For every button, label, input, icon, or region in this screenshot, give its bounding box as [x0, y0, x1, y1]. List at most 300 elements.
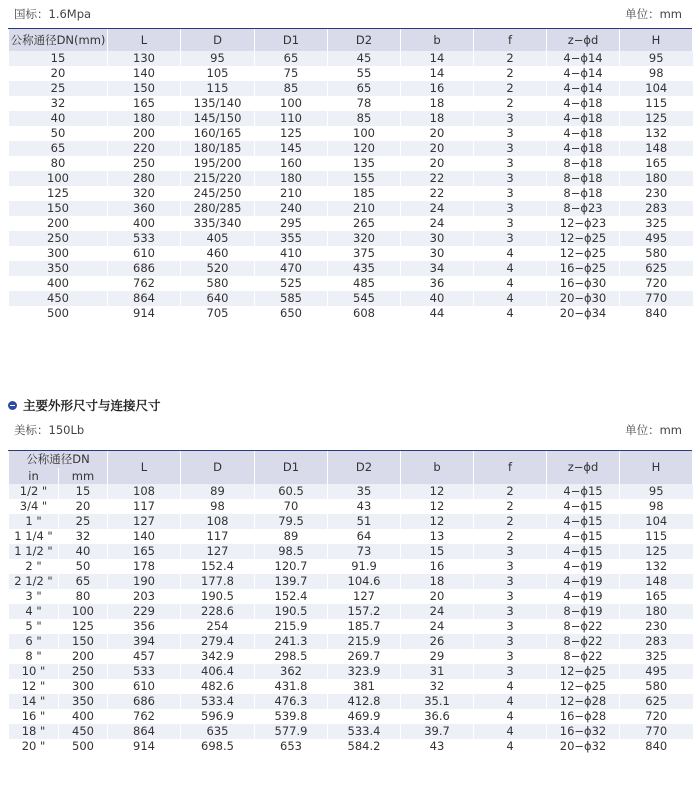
table-cell: 269.7: [328, 649, 401, 664]
table-cell: 130: [108, 51, 181, 66]
table-cell: 4−ϕ15: [547, 514, 620, 529]
table-cell: 406.4: [181, 664, 255, 679]
american-standard-table: [8, 451, 693, 754]
table-cell: 608: [328, 306, 401, 321]
table-cell: 180: [620, 604, 693, 619]
table-cell: 132: [620, 126, 693, 141]
table-cell: 3: [474, 559, 547, 574]
table-row: [9, 604, 693, 619]
table-cell: 108: [108, 484, 181, 499]
table-row: [9, 484, 693, 499]
table-cell: 43: [328, 499, 401, 514]
table-cell: 4 ": [9, 604, 59, 619]
table-cell: 4−ϕ14: [547, 51, 620, 66]
table-cell: 4−ϕ18: [547, 111, 620, 126]
table-cell: 4−ϕ15: [547, 544, 620, 559]
table-cell: 79.5: [255, 514, 328, 529]
table-cell: 381: [328, 679, 401, 694]
table-cell: 705: [181, 306, 255, 321]
table1-standard-caption: 国标：1.6Mpa: [14, 7, 92, 21]
table-cell: 3: [474, 634, 547, 649]
table-cell: 40: [59, 544, 108, 559]
table-cell: 36.6: [401, 709, 474, 724]
table-cell: 140: [108, 529, 181, 544]
table-row: [9, 201, 693, 216]
table-cell: 3: [474, 201, 547, 216]
table-cell: 180/185: [181, 141, 255, 156]
table-cell: 686: [108, 261, 181, 276]
header-d: D: [181, 451, 255, 484]
table-cell: 200: [108, 126, 181, 141]
table-cell: 215/220: [181, 171, 255, 186]
table-cell: 44: [401, 306, 474, 321]
table-cell: 241.3: [255, 634, 328, 649]
table-cell: 125: [620, 111, 693, 126]
table-cell: 12 ": [9, 679, 59, 694]
table-cell: 476.3: [255, 694, 328, 709]
table-cell: 155: [328, 171, 401, 186]
header-b: b: [401, 29, 474, 51]
table-cell: 8−ϕ22: [547, 649, 620, 664]
table-cell: 148: [620, 141, 693, 156]
table-cell: 18 ": [9, 724, 59, 739]
table-cell: 250: [9, 231, 108, 246]
table-cell: 20: [401, 141, 474, 156]
table-cell: 4: [474, 276, 547, 291]
table-cell: 80: [59, 589, 108, 604]
table-cell: 20: [401, 156, 474, 171]
table-cell: 279.4: [181, 634, 255, 649]
table-cell: 100: [255, 96, 328, 111]
table-cell: 3: [474, 216, 547, 231]
table-cell: 180: [620, 171, 693, 186]
table-cell: 8−ϕ18: [547, 156, 620, 171]
table-row: [9, 141, 693, 156]
table-cell: 840: [620, 306, 693, 321]
table-cell: 3: [474, 619, 547, 634]
table-cell: 323.9: [328, 664, 401, 679]
table-cell: 203: [108, 589, 181, 604]
table-cell: 8−ϕ22: [547, 619, 620, 634]
table-cell: 4−ϕ18: [547, 126, 620, 141]
table-cell: 250: [108, 156, 181, 171]
table-cell: 250: [59, 664, 108, 679]
table-cell: 4−ϕ19: [547, 574, 620, 589]
table-row: [9, 664, 693, 679]
table-row: [9, 66, 693, 81]
table-cell: 15: [9, 51, 108, 66]
table-cell: 500: [9, 306, 108, 321]
table-cell: 229: [108, 604, 181, 619]
table-cell: 16−ϕ32: [547, 724, 620, 739]
table-cell: 16−ϕ28: [547, 709, 620, 724]
table-row: [9, 619, 693, 634]
table-cell: 36: [401, 276, 474, 291]
table-cell: 89: [181, 484, 255, 499]
table-cell: 300: [59, 679, 108, 694]
table-cell: 65: [59, 574, 108, 589]
table-cell: 24: [401, 216, 474, 231]
table-cell: 14: [401, 66, 474, 81]
table-cell: 95: [620, 484, 693, 499]
table-cell: 640: [181, 291, 255, 306]
table-cell: 3: [474, 231, 547, 246]
table-cell: 145: [255, 141, 328, 156]
table-cell: 89: [255, 529, 328, 544]
table-cell: 65: [255, 51, 328, 66]
table-cell: 3/4 ": [9, 499, 59, 514]
table-cell: 495: [620, 664, 693, 679]
table-cell: 185.7: [328, 619, 401, 634]
table-cell: 356: [108, 619, 181, 634]
table-cell: 20−ϕ32: [547, 739, 620, 754]
table-cell: 3: [474, 544, 547, 559]
table-cell: 140: [108, 66, 181, 81]
table-cell: 8−ϕ18: [547, 171, 620, 186]
table-cell: 298.5: [255, 649, 328, 664]
header-z-d: z−ϕd: [547, 451, 620, 484]
table-cell: 25: [59, 514, 108, 529]
table-cell: 4−ϕ19: [547, 559, 620, 574]
table-cell: 125: [9, 186, 108, 201]
table-cell: 20: [9, 66, 108, 81]
table-cell: 457: [108, 649, 181, 664]
table-cell: 698.5: [181, 739, 255, 754]
table-cell: 635: [181, 724, 255, 739]
table-cell: 26: [401, 634, 474, 649]
header-d1: D1: [255, 451, 328, 484]
table-row: [9, 649, 693, 664]
table-cell: 12: [401, 514, 474, 529]
table-cell: 115: [620, 96, 693, 111]
table-row: [9, 96, 693, 111]
table-cell: 152.4: [255, 589, 328, 604]
table-cell: 410: [255, 246, 328, 261]
table-cell: 450: [59, 724, 108, 739]
table-row: [9, 589, 693, 604]
header-dn: 公称通径DN(mm): [9, 29, 108, 51]
header-d2: D2: [328, 29, 401, 51]
header-h: H: [620, 29, 693, 51]
table-cell: 120.7: [255, 559, 328, 574]
table-cell: 245/250: [181, 186, 255, 201]
table-cell: 650: [255, 306, 328, 321]
table-cell: 80: [9, 156, 108, 171]
table-cell: 139.7: [255, 574, 328, 589]
table-cell: 180: [108, 111, 181, 126]
table-cell: 3: [474, 664, 547, 679]
table-cell: 12−ϕ23: [547, 216, 620, 231]
table-cell: 10 ": [9, 664, 59, 679]
national-standard-table: [8, 29, 693, 321]
table-cell: 20: [401, 126, 474, 141]
table-cell: 25: [9, 81, 108, 96]
table-cell: 596.9: [181, 709, 255, 724]
header-l: L: [108, 29, 181, 51]
table-row: [9, 694, 693, 709]
table-cell: 16 ": [9, 709, 59, 724]
table-cell: 3: [474, 141, 547, 156]
table-cell: 98: [181, 499, 255, 514]
table-row: [9, 514, 693, 529]
table-cell: 165: [108, 96, 181, 111]
table-cell: 105: [181, 66, 255, 81]
table-cell: 3 ": [9, 589, 59, 604]
table-cell: 460: [181, 246, 255, 261]
table-cell: 405: [181, 231, 255, 246]
table-cell: 3: [474, 111, 547, 126]
table-row: [9, 276, 693, 291]
table-cell: 70: [255, 499, 328, 514]
header-f: f: [474, 29, 547, 51]
table-cell: 20−ϕ34: [547, 306, 620, 321]
header-mm: mm: [59, 468, 108, 484]
header-dn-group: 公称通径DN: [9, 451, 108, 468]
table-cell: 18: [401, 574, 474, 589]
table-cell: 104: [620, 81, 693, 96]
table-row: [9, 51, 693, 66]
table-cell: 4: [474, 306, 547, 321]
table-cell: 762: [108, 276, 181, 291]
table-cell: 14: [401, 51, 474, 66]
table-cell: 85: [255, 81, 328, 96]
table-cell: 580: [620, 679, 693, 694]
table-cell: 22: [401, 186, 474, 201]
table-cell: 135: [328, 156, 401, 171]
table-cell: 65: [328, 81, 401, 96]
table-cell: 840: [620, 739, 693, 754]
table-row: [9, 156, 693, 171]
table-row: [9, 261, 693, 276]
table-row: [9, 739, 693, 754]
table-cell: 78: [328, 96, 401, 111]
table-cell: 145/150: [181, 111, 255, 126]
section-heading: [8, 396, 161, 414]
table-cell: 40: [9, 111, 108, 126]
table-cell: 335/340: [181, 216, 255, 231]
table-cell: 177.8: [181, 574, 255, 589]
table-cell: 1 ": [9, 514, 59, 529]
table-cell: 1/2 ": [9, 484, 59, 499]
table-cell: 864: [108, 724, 181, 739]
table-cell: 190.5: [181, 589, 255, 604]
table-cell: 12: [401, 484, 474, 499]
table-cell: 375: [328, 246, 401, 261]
table-cell: 3: [474, 574, 547, 589]
table-cell: 150: [9, 201, 108, 216]
table-cell: 4: [474, 724, 547, 739]
table-cell: 200: [59, 649, 108, 664]
table-cell: 914: [108, 739, 181, 754]
table-cell: 104: [620, 514, 693, 529]
table-cell: 4: [474, 291, 547, 306]
table-cell: 127: [181, 544, 255, 559]
table-cell: 98: [620, 499, 693, 514]
table-cell: 342.9: [181, 649, 255, 664]
table-cell: 325: [620, 649, 693, 664]
table-cell: 180: [255, 171, 328, 186]
table-cell: 65: [9, 141, 108, 156]
table-row: [9, 634, 693, 649]
table-cell: 360: [108, 201, 181, 216]
table-cell: 4: [474, 694, 547, 709]
table-cell: 8−ϕ23: [547, 201, 620, 216]
table-cell: 117: [181, 529, 255, 544]
table-cell: 185: [328, 186, 401, 201]
table-cell: 770: [620, 724, 693, 739]
table-cell: 43: [401, 739, 474, 754]
table-row: [9, 216, 693, 231]
table-cell: 104.6: [328, 574, 401, 589]
table-cell: 120: [328, 141, 401, 156]
table-cell: 300: [9, 246, 108, 261]
table-cell: 4−ϕ15: [547, 484, 620, 499]
table-cell: 280: [108, 171, 181, 186]
table-cell: 110: [255, 111, 328, 126]
table-cell: 165: [620, 589, 693, 604]
table-cell: 24: [401, 619, 474, 634]
table-cell: 4: [474, 739, 547, 754]
table-cell: 100: [328, 126, 401, 141]
table-cell: 12−ϕ25: [547, 246, 620, 261]
table-cell: 125: [620, 544, 693, 559]
table-cell: 3: [474, 649, 547, 664]
table-cell: 470: [255, 261, 328, 276]
table-row: [9, 559, 693, 574]
table-row: [9, 186, 693, 201]
table-cell: 157.2: [328, 604, 401, 619]
table-cell: 2 ": [9, 559, 59, 574]
table-cell: 450: [9, 291, 108, 306]
table-cell: 12−ϕ25: [547, 664, 620, 679]
table-row: [9, 126, 693, 141]
table-cell: 2: [474, 96, 547, 111]
table-cell: 4−ϕ14: [547, 66, 620, 81]
header-d: D: [181, 29, 255, 51]
table-cell: 720: [620, 276, 693, 291]
header-b: b: [401, 451, 474, 484]
table-cell: 762: [108, 709, 181, 724]
table-cell: 98: [620, 66, 693, 81]
table-cell: 108: [181, 514, 255, 529]
table-cell: 320: [108, 186, 181, 201]
table-cell: 394: [108, 634, 181, 649]
table-cell: 91.9: [328, 559, 401, 574]
table-cell: 95: [181, 51, 255, 66]
table-row: [9, 499, 693, 514]
table-cell: 720: [620, 709, 693, 724]
table-cell: 864: [108, 291, 181, 306]
table-cell: 148: [620, 574, 693, 589]
table-cell: 584.2: [328, 739, 401, 754]
table-cell: 8−ϕ18: [547, 186, 620, 201]
table-cell: 152.4: [181, 559, 255, 574]
table-cell: 73: [328, 544, 401, 559]
table-cell: 125: [255, 126, 328, 141]
table-cell: 220: [108, 141, 181, 156]
table-cell: 98.5: [255, 544, 328, 559]
table-cell: 50: [9, 126, 108, 141]
table-cell: 265: [328, 216, 401, 231]
table-cell: 100: [9, 171, 108, 186]
section-title: 主要外形尺寸与连接尺寸: [23, 398, 161, 413]
table-cell: 2: [474, 51, 547, 66]
table-cell: 539.8: [255, 709, 328, 724]
table-cell: 32: [401, 679, 474, 694]
table-cell: 13: [401, 529, 474, 544]
table-cell: 5 ": [9, 619, 59, 634]
table-row: [9, 679, 693, 694]
table-row: [9, 529, 693, 544]
table-cell: 2: [474, 514, 547, 529]
table-cell: 30: [401, 231, 474, 246]
table-cell: 127: [328, 589, 401, 604]
table-cell: 40: [401, 291, 474, 306]
header-f: f: [474, 451, 547, 484]
table-cell: 12−ϕ25: [547, 679, 620, 694]
table-cell: 4−ϕ15: [547, 499, 620, 514]
table-cell: 20: [401, 589, 474, 604]
table-cell: 132: [620, 559, 693, 574]
table-cell: 39.7: [401, 724, 474, 739]
table-cell: 580: [181, 276, 255, 291]
table-cell: 400: [59, 709, 108, 724]
table-cell: 15: [401, 544, 474, 559]
table-cell: 520: [181, 261, 255, 276]
table-cell: 2: [474, 529, 547, 544]
table-cell: 2: [474, 499, 547, 514]
table-cell: 280/285: [181, 201, 255, 216]
table2-unit-caption: 单位：mm: [625, 423, 682, 437]
table-header-row: [9, 451, 693, 468]
table-cell: 400: [108, 216, 181, 231]
table-cell: 12−ϕ28: [547, 694, 620, 709]
table-cell: 125: [59, 619, 108, 634]
table-cell: 4−ϕ15: [547, 529, 620, 544]
table-cell: 610: [108, 679, 181, 694]
table-cell: 8−ϕ19: [547, 604, 620, 619]
header-h: H: [620, 451, 693, 484]
table-cell: 16: [401, 559, 474, 574]
table2-standard-caption: 美标：150Lb: [14, 423, 85, 437]
table-cell: 585: [255, 291, 328, 306]
table-cell: 32: [9, 96, 108, 111]
table-row: [9, 171, 693, 186]
table-cell: 195/200: [181, 156, 255, 171]
table-cell: 4−ϕ18: [547, 96, 620, 111]
table-cell: 24: [401, 201, 474, 216]
table-cell: 160/165: [181, 126, 255, 141]
table-cell: 580: [620, 246, 693, 261]
table-cell: 24: [401, 604, 474, 619]
table-cell: 165: [620, 156, 693, 171]
table-cell: 686: [108, 694, 181, 709]
table-header-row: [9, 29, 693, 51]
table-cell: 355: [255, 231, 328, 246]
table-cell: 1 1/4 ": [9, 529, 59, 544]
table-cell: 350: [9, 261, 108, 276]
table-cell: 32: [59, 529, 108, 544]
table-cell: 435: [328, 261, 401, 276]
table-row: [9, 291, 693, 306]
header-l: L: [108, 451, 181, 484]
table-cell: 4: [474, 709, 547, 724]
table-cell: 362: [255, 664, 328, 679]
table-cell: 545: [328, 291, 401, 306]
table-cell: 8 ": [9, 649, 59, 664]
table-cell: 240: [255, 201, 328, 216]
table-cell: 4: [474, 679, 547, 694]
